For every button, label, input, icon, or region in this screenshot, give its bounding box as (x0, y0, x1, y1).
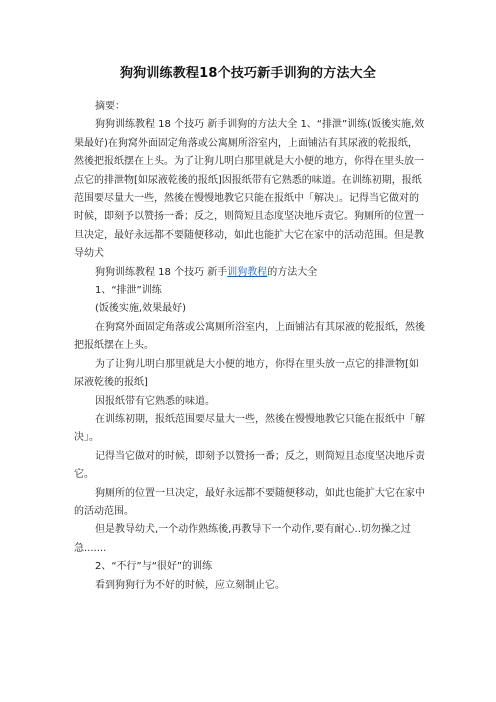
section-2-title: 2、“不行”与“很好”的训练 (95, 561, 213, 573)
paragraph-5: 记得当它做对的时候，即刻予以赞扬一番；反之，则简短且态度坚决地斥责它。 (74, 450, 425, 481)
paragraph-7: 但是教导幼犬,一个动作熟练後,再教导下一个动作,要有耐心..切勿操之过急....... (74, 524, 411, 554)
paragraph-6: 狗厕所的位置一旦决定，最好永远都不要随便移动，如此也能扩大它在家中的活动范围。 (74, 487, 425, 517)
article-heading (74, 264, 426, 282)
paragraph-8: 看到狗狗行为不好的时候，应立刻制止它。 (95, 579, 285, 591)
paragraph-1: 在狗窝外面固定角落或公寓厕所浴室内，上面铺沾有其尿液的乾报纸，然後把报纸摆在上头。 (74, 321, 425, 352)
section-1-title: 1、“排泄”训练 (95, 285, 162, 297)
article-heading-prefix: 狗狗训练教程 18 个技巧 新手 (95, 266, 228, 278)
section-1-note: (饭後实施,效果最好) (95, 303, 186, 315)
paragraph-4: 在训练初期，报纸范围要尽量大一些，然後在慢慢地教它只能在报纸中「解决」。 (74, 413, 425, 444)
paragraph-2: 为了让狗儿明白那里就是大小便的地方，你得在里头放一点它的排泄物[如尿液乾後的报纸] (74, 358, 419, 389)
article-heading-suffix: 的方法大全 (267, 266, 318, 278)
document-title: 狗狗训练教程18个技巧新手训狗的方法大全 (119, 66, 377, 81)
paragraph-3: 因报纸带有它熟悉的味道。 (95, 395, 215, 407)
document-body (74, 98, 426, 595)
abstract-text: 狗狗训练教程 18 个技巧 新手训狗的方法大全 1、“排泄”训练(饭後实施,效果最好)在狗窝外面固定角落或公寓厕所浴室内，上面铺沾有其尿液的乾报纸，然後把报纸摆在上头。为了让狗儿明白那里就是大小便的地方，你得在里头放一点它的排泄物[如尿液乾後的报纸]因报纸带有它熟悉的味道。在训练初期，报纸范围要尽量大一些，然後在慢慢地教它只能在报纸中「解决」。记得当它做对的时候，即刻予以赞扬一番；反之，则简短且态度坚决地斥责它。狗厕所的位置一旦决定，最好永远都不要随便移动，如此也能扩大它在家中的活动范围。但是教导幼犬 (74, 119, 425, 260)
abstract-label: 摘要： (95, 101, 125, 112)
training-tutorial-link[interactable]: 训狗教程 (227, 266, 268, 278)
